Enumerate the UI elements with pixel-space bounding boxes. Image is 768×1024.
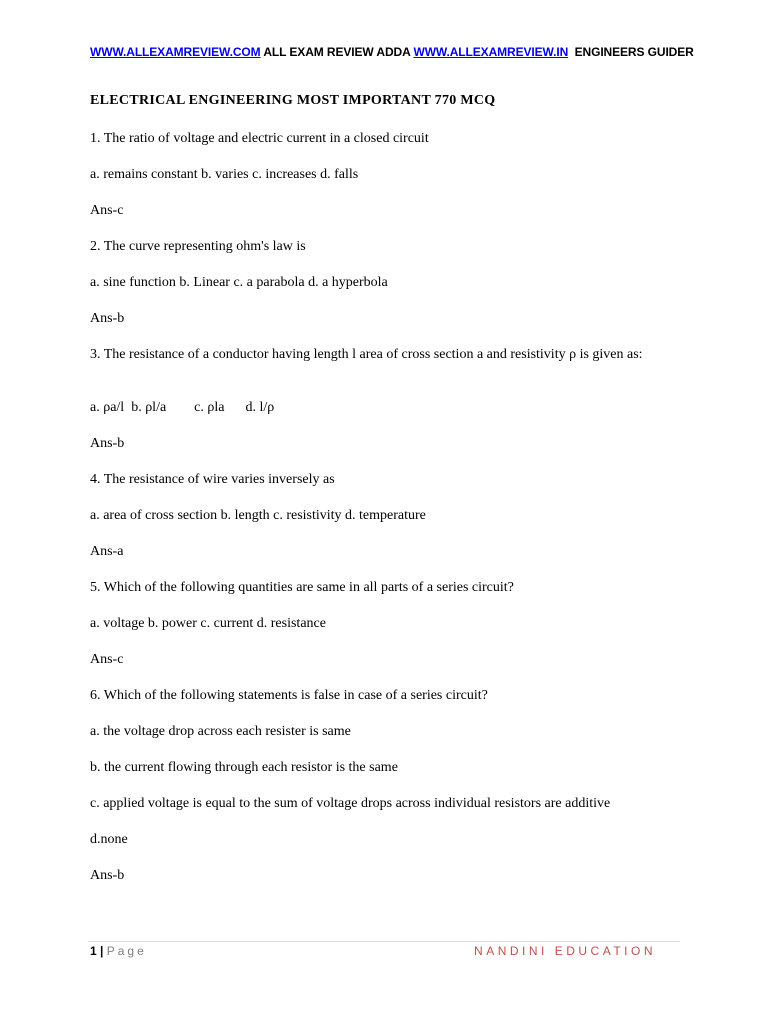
answer-4: Ans-a xyxy=(90,544,124,559)
page-label: Page xyxy=(106,944,147,958)
options-4: a. area of cross section b. length c. resistivity d. temperature xyxy=(90,508,426,523)
option-6c: c. applied voltage is equal to the sum of voltage drops across individual resistors are additive xyxy=(90,796,611,811)
options-1: a. remains constant b. varies c. increases d. falls xyxy=(90,167,359,182)
answer-3: Ans-b xyxy=(90,436,125,451)
question-6: 6. Which of the following statements is false in case of a series circuit? xyxy=(90,688,488,703)
page-separator: | xyxy=(100,944,104,958)
options-3: a. ρa/l b. ρl/a c. ρla d. l/ρ xyxy=(90,400,275,415)
header-text-adda: ALL EXAM REVIEW ADDA xyxy=(260,45,414,59)
header-text-guider: ENGINEERS GUIDER xyxy=(568,45,694,59)
answer-5: Ans-c xyxy=(90,652,124,667)
question-5: 5. Which of the following quantities are same in all parts of a series circuit? xyxy=(90,580,514,595)
page-indicator xyxy=(90,944,147,958)
option-6d: d.none xyxy=(90,832,128,847)
page-number: 1 xyxy=(90,944,97,958)
question-4: 4. The resistance of wire varies inversely as xyxy=(90,472,335,487)
document-title: ELECTRICAL ENGINEERING MOST IMPORTANT 770 MCQ xyxy=(90,93,496,108)
question-3: 3. The resistance of a conductor having length l area of cross section a and resistivity ρ is given as: xyxy=(90,347,643,362)
option-6a: a. the voltage drop across each resister is same xyxy=(90,724,351,739)
question-1: 1. The ratio of voltage and electric current in a closed circuit xyxy=(90,131,429,146)
allexamreview-in-link[interactable]: WWW.ALLEXAMREVIEW.IN xyxy=(413,45,569,59)
footer-divider xyxy=(88,941,680,942)
answer-2: Ans-b xyxy=(90,311,125,326)
question-2: 2. The curve representing ohm's law is xyxy=(90,239,306,254)
options-2: a. sine function b. Linear c. a parabola d. a hyperbola xyxy=(90,275,388,290)
option-6b: b. the current flowing through each resistor is the same xyxy=(90,760,398,775)
options-5: a. voltage b. power c. current d. resistance xyxy=(90,616,326,631)
page-header xyxy=(90,45,710,59)
answer-6: Ans-b xyxy=(90,868,125,883)
answer-1: Ans-c xyxy=(90,203,124,218)
allexamreview-com-link[interactable]: WWW.ALLEXAMREVIEW.COM xyxy=(90,45,261,59)
publisher-name: NANDINI EDUCATION xyxy=(474,944,656,958)
